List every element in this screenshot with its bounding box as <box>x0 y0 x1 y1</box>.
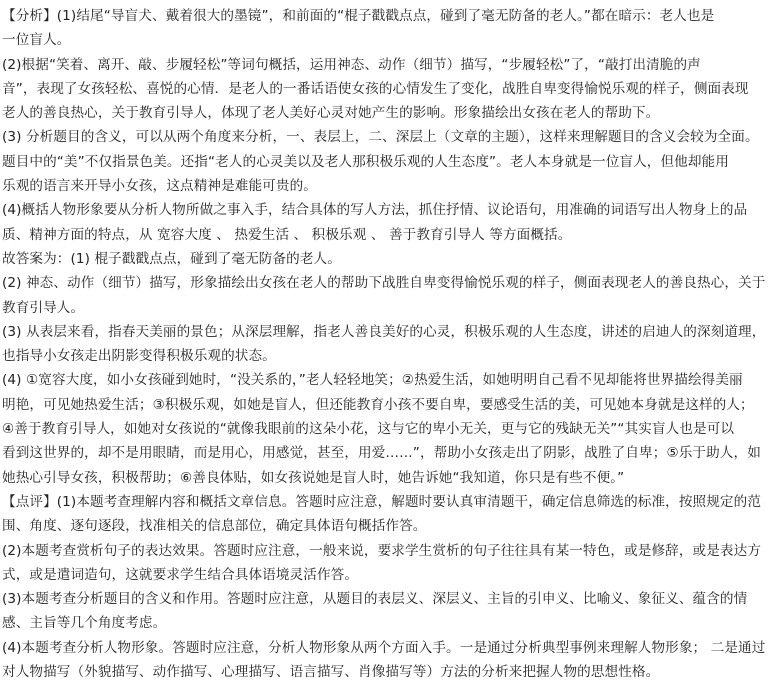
answer-line-6: (4) ①宽容大度，如小女孩碰到她时，“没关系的，”老人轻轻地笑；②热爱生活，如她明明自己看不见却能将世界描绘得美丽 <box>2 372 743 389</box>
analysis-line-1: 【分析】(1)结尾“导盲犬、戴着很大的墨镜”，和前面的“棍子戳戳点点，碰到了毫无防备的老人。”都在暗示：老人也是 <box>2 8 715 24</box>
analysis-line-10: 质、精神方面的特点，从 宽容大度 、 热爱生活 、 积极乐观 、 善于教育引导人 等方面概括。 <box>2 226 572 243</box>
analysis-line-5: 老人的善良热心，关于教育引导人，体现了老人美好心灵对她产生的影响。形象描绘出女孩在老人的帮助下。 <box>2 105 660 122</box>
answer-line-2: (2) 神态、动作（细节）描写，形象描绘出女孩在老人的帮助下战胜自卑变得愉悦乐观的样子，侧面表现老人的善良热心，关于 <box>2 275 766 292</box>
analysis-line-8: 乐观的语言来开导小女孩，这点精神是难能可贵的。 <box>2 178 317 195</box>
comment-line-2: 围、角度、逐句逐段，找准相关的信息部位，确定具体语句概括作答。 <box>2 518 427 535</box>
comment-line-5: (3)本题考查分析题目的含义和作用。答题时应注意，从题目的表层义、深层义、主旨的引申义、比喻义、象征义、蕴含的情 <box>2 591 748 608</box>
answer-line-9: 看到这世界的，却不是用眼睛，而是用心，用感觉，甚至，用爱……”，帮助小女孩走出了阴影，战胜了自卑；⑤乐于助人，如 <box>2 445 761 462</box>
analysis-line-4: 音”，表现了女孩轻松、喜悦的心情．是老人的一番话语使女孩的心情发生了变化，战胜自卑变得愉悦乐观的样子，侧面表现 <box>2 80 749 97</box>
answer-line-3: 教育引导人。 <box>2 299 85 316</box>
comment-line-4: 式，或是遣词造句，这就要求学生结合具体语境灵活作答。 <box>2 566 359 583</box>
analysis-line-6: (3) 分析题目的含义，可以从两个角度来分析，一、表层上，二、深层上（文章的主题），这样来理解题目的含义会较为全面。 <box>2 129 759 146</box>
answer-line-5: 也指导小女孩走出阴影变得积极乐观的状态。 <box>2 348 276 365</box>
answer-line-4: (3) 从表层来看，指春天美丽的景色；从深层理解，指老人善良美好的心灵，积极乐观的人生态度，讲述的启迪人的深刻道理， <box>2 323 766 340</box>
answer-line-10: 她热心引导女孩，积极帮助；⑥善良体贴，如女孩说她是盲人时，她告诉她“我知道，你只是有些不便。” <box>2 469 625 486</box>
answer-line-7: 明艳，可见她热爱生活；③积极乐观，如她是盲人，但还能教育小孩不要自卑，要感受生活的美，可见她本身就是这样的人； <box>2 396 754 413</box>
comment-line-8: 对人物描写（外貌描写、动作描写、心理描写、语言描写、肖像描写等）方法的分析来把握人物的思想性格。 <box>2 664 660 681</box>
analysis-line-7: 题目中的“美”不仅指景色美。还指“老人的心灵美以及老人那积极乐观的人生态度”。老人本身就是一位盲人，但他却能用 <box>2 153 729 170</box>
comment-line-6: 感、主旨等几个角度考虑。 <box>2 615 167 632</box>
comment-line-1: 【点评】(1)本题考查理解内容和概括文章信息。答题时应注意，解题时要认真审清题干，确定信息筛选的标准，按照规定的范 <box>2 493 762 510</box>
answer-line-8: ④善于教育引导人，如她对女孩说的“就像我眼前的这朵小花，这与它的卑小无关，更与它的残缺无关”“其实盲人也是可以 <box>2 421 735 438</box>
analysis-line-3: (2)根据“笑着、离开、敲、步履轻松”等词句概括，运用神态、动作（细节）描写，“步履轻松”了，“敲打出清脆的声 <box>2 56 701 73</box>
analysis-line-2: 一位盲人。 <box>2 32 71 49</box>
answer-line-1: 故答案为：(1) 棍子戳戳点点，碰到了毫无防备的老人。 <box>2 250 341 267</box>
analysis-line-9: (4)概括人物形象要从分析人物所做之事入手，结合具体的写人方法，抓住抒情、议论语句，用准确的词语写出人物身上的品 <box>2 202 748 219</box>
comment-line-3: (2)本题考查赏析句子的表达效果。答题时应注意，一般来说，要求学生赏析的句子往往具有某一特色，或是修辞，或是表达方 <box>2 542 762 559</box>
comment-line-7: (4)本题考查分析人物形象。答题时应注意，分析人物形象从两个方面入手。一是通过分析典型事例来理解人物形象； 二是通过 <box>2 639 766 656</box>
